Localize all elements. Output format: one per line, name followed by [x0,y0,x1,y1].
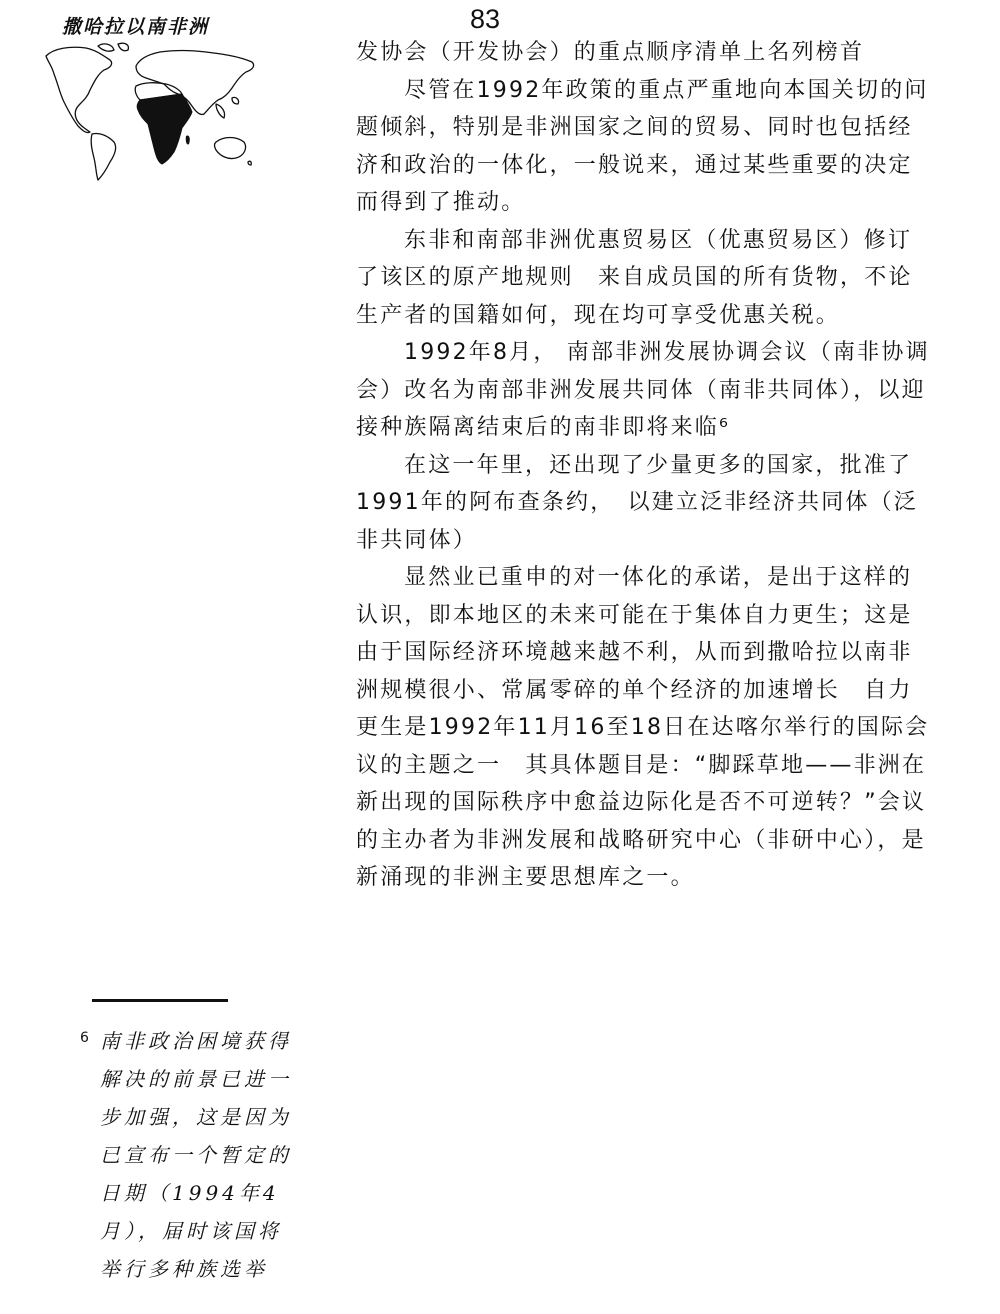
paragraph: 在这一年里，还出现了少量更多的国家，批准了1991年的阿布查条约， 以建立泛非经济共同体（泛非共同体） [356,452,918,553]
world-map-icon [40,38,262,182]
footnote-text: 南非政治困境获得解决的前景已进一步加强，这是因为已宣布一个暂定的日期（1994年4月），届时该国将举行多种族选举 [100,1029,292,1281]
region-title: 撒哈拉以南非洲 [62,16,210,38]
map-north-america [46,47,112,132]
map-sub-saharan-africa [137,94,192,164]
map-australia [215,138,246,159]
map-south-america [91,133,115,180]
paragraph: 东非和南部非洲优惠贸易区（优惠贸易区）修订了该区的原产地规则 来自成员国的所有货物，不论生产者的国籍如何，现在均可享受优惠关税。 [356,227,913,328]
map-madagascar [186,135,190,144]
footnote-divider [92,999,228,1002]
page-number: 83 [470,4,501,34]
paragraph: 显然业已重申的对一体化的承诺，是出于这样的认识，即本地区的未来可能在于集体自力更生；这是由于国际经济环境越来越不利，从而到撒哈拉以南非洲规模很小、常属零碎的单个经济的加速增长 自力更生是1992年11月16至18日在达喀尔举行的国际会议的主题之一 其具体题目是：“脚踩草地——非洲在新出现的国际秩序中愈益边际化是否不可逆转？”会议的主办者为非洲发展和战略研究中心（非研中心），是新涌现的非洲主要思想库之一。 [356,565,930,890]
footnote-marker: 6 [80,1030,89,1046]
paragraph: 尽管在1992年政策的重点严重地向本国关切的问题倾斜，特别是非洲国家之间的贸易、同时也包括经济和政治的一体化，一般说来，通过某些重要的决定而得到了推动。 [356,77,929,215]
main-body-text [356,34,936,897]
paragraph-continued: 发协会（开发协会）的重点顺序清单上名列榜首 [356,40,865,65]
paragraph: 1992年8月， 南部非洲发展协调会议（南非协调会）改名为南部非洲发展共同体（南非共同体），以迎接种族隔离结束后的南非即将来临⁶ [356,340,930,440]
